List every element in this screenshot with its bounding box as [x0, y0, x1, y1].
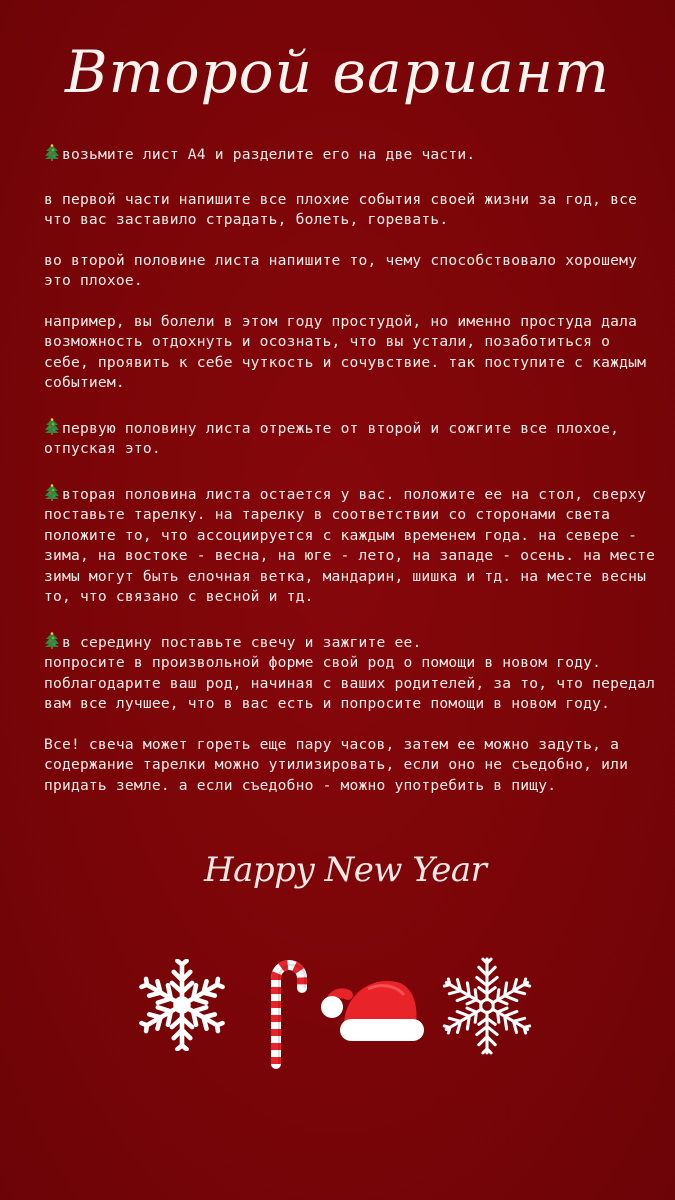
paragraph-8: Все! свеча может гореть еще пару часов, затем ее можно задуть, а содержание тарелки можно утилизировать, если оно не съедобно, или придать земле. а если съедобно - можно употребить в пищу. — [44, 735, 638, 794]
paragraph-4: например, вы болели в этом году простудой, но именно простуда дала возможность отдохнуть и осознать, что вы устали, позаботиться о себе, проявить к себе чуткость и сочувствие. так поступите с каждым событием. — [44, 312, 656, 391]
page-title: Второй вариант — [65, 38, 610, 106]
paragraph-1: возьмите лист А4 и разделите его на две части. — [44, 144, 656, 166]
christmas-tree-icon — [44, 144, 60, 162]
paragraph-6: вторая половина листа остается у вас. положите ее на стол, сверху поставьте тарелку. на тарелку в соответствии со сторонами света положите то, что ассоциируется с каждым временем года. на севере - зима, на востоке - весна, на юге - лето, на западе - осень. на месте зимы могут быть елочная ветка, мандарин, шишка и тд. на месте весны то, что связано с весной и тд. — [44, 485, 665, 605]
snowflake-icon — [136, 959, 228, 1051]
happy-new-year-signature: Happy New Year — [204, 850, 487, 890]
decorations-row — [0, 945, 675, 1075]
snowflake-icon — [436, 955, 538, 1057]
paragraph-7: в середину поставьте свечу и зажгите ее. попросите в произвольной форме свой род о помощи в новом году. поблагодарите ваш род, начиная с ваших родителей, за то, что передал вам все лучшее, что в вас есть и попросите помощи в новом году. — [44, 633, 656, 712]
paragraph-3: во второй половине листа напишите то, чему способствовало хорошему это плохое. — [44, 251, 647, 289]
candy-cane-icon — [258, 950, 312, 1070]
instructions-text — [44, 144, 665, 796]
paragraph-5: первую половину листа отрежьте от второй и сожгите все плохое, отпуская это. — [44, 419, 629, 457]
paragraph-2: в первой части напишите все плохие события своей жизни за год, все что вас заставило страдать, болеть, горевать. — [44, 190, 647, 228]
christmas-tree-icon — [44, 632, 60, 650]
santa-hat-icon — [318, 967, 428, 1049]
christmas-tree-icon — [44, 484, 60, 502]
christmas-tree-icon — [44, 418, 60, 436]
